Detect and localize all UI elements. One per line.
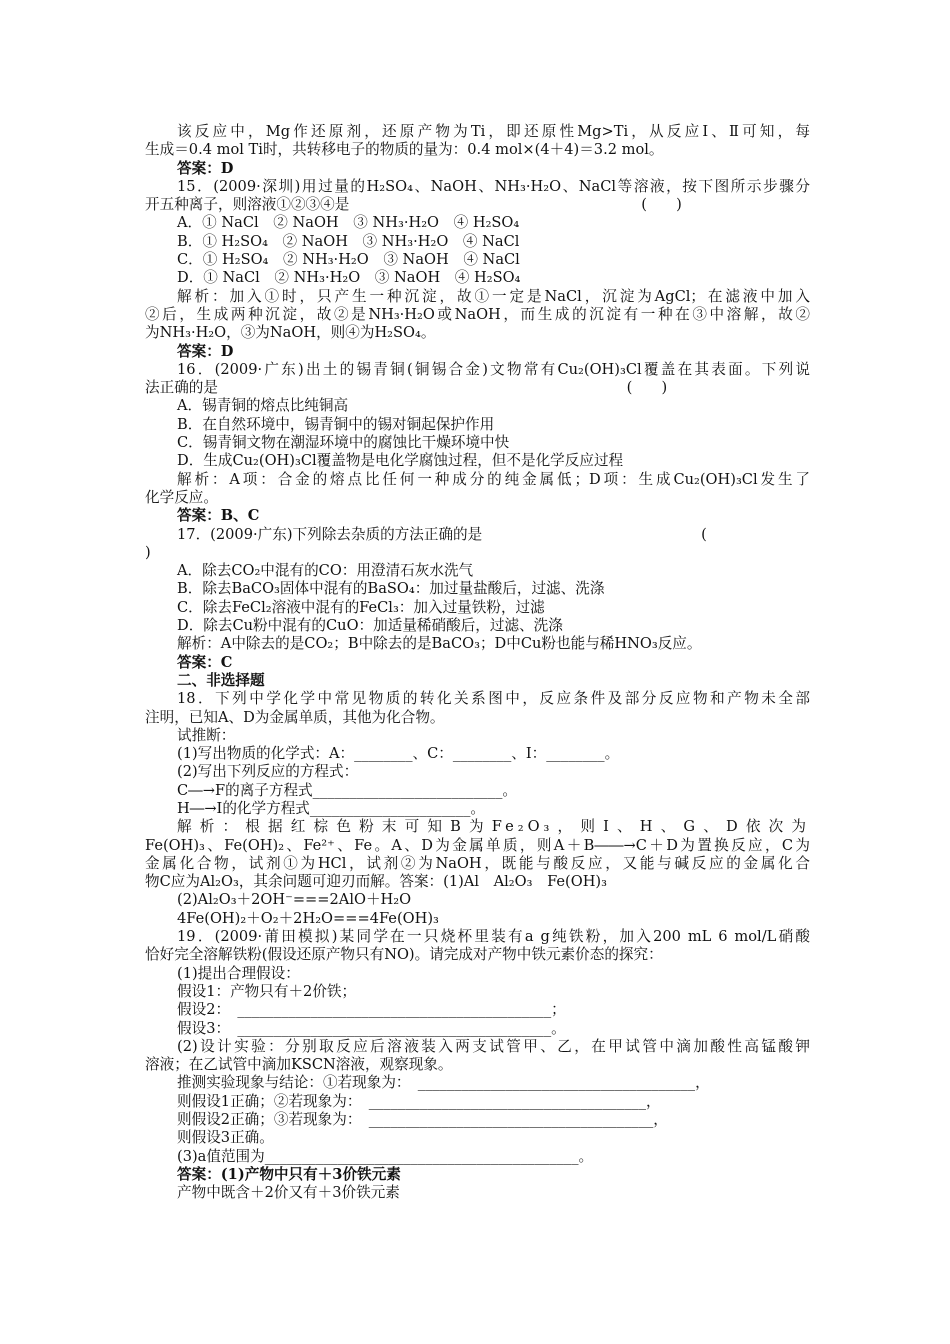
text-line: B．在自然环境中，锡青铜中的锡对铜起保护作用 xyxy=(177,415,495,433)
text-line: 解析：根据红棕色粉末可知B为Fe₂O₃，则I、H、G、D依次为 xyxy=(177,818,810,836)
text-line: D．① NaCl ② NH₃·H₂O ③ NaOH ④ H₂SO₄ xyxy=(177,269,521,287)
text-line: 金属化合物，试剂①为HCl，试剂②为NaOH，既能与酸反应，又能与碱反应的金属化合 xyxy=(145,854,810,872)
text-line: 化学反应。 xyxy=(145,488,218,506)
text-line: 解析：加入①时，只产生一种沉淀，故①一定是NaCl，沉淀为AgCl；在滤液中加入 xyxy=(177,287,810,305)
text-line: 答案：C xyxy=(177,653,233,671)
text-line: A．除去CO₂中混有的CO：用澄清石灰水洗气 xyxy=(177,562,474,580)
text-line: 答案：D xyxy=(177,159,234,177)
text-line: D．除去Cu粉中混有的CuO：加适量稀硝酸后，过滤、洗涤 xyxy=(177,617,563,635)
text-line: (2)设计实验：分别取反应后溶液装入两支试管甲、乙，在甲试管中滴加酸性高锰酸钾 xyxy=(177,1037,810,1055)
text-line: 溶液；在乙试管中滴加KSCN溶液，观察现象。 xyxy=(145,1056,453,1074)
text-line: 则假设3正确。 xyxy=(177,1129,274,1147)
text-line: (2)Al₂O₃＋2OH⁻===2AlO＋H₂O xyxy=(177,891,412,909)
text-line: H―→I的化学方程式______________________。 xyxy=(177,799,486,817)
text-line: 物C应为Al₂O₃，其余问题可迎刃而解。答案：(1)Al Al₂O₃ Fe(OH)₃ xyxy=(145,873,607,891)
text-line: 18．下列中学化学中常见物质的转化关系图中，反应条件及部分反应物和产物未全部 xyxy=(177,690,810,708)
text-line: 则假设2正确；③若现象为： _______________________________________， xyxy=(177,1111,668,1129)
text-line: 答案：D xyxy=(177,342,234,360)
text-line: 答案：B、C xyxy=(177,507,260,525)
text-line: C．除去FeCl₂溶液中混有的FeCl₃：加入过量铁粉，过滤 xyxy=(177,598,545,616)
text-line: 推测实验现象与结论：①若现象为： ______________________________________， xyxy=(177,1074,710,1092)
text-line: 法正确的是 ( ) xyxy=(145,379,668,397)
text-line: 二、非选择题 xyxy=(177,671,265,689)
text-line: 答案：(1)产物中只有＋3价铁元素 xyxy=(177,1165,401,1183)
text-line: (1)提出合理假设： xyxy=(177,964,300,982)
text-line: 为NH₃·H₂O，③为NaOH，则④为H₂SO₄。 xyxy=(145,324,436,342)
text-line: 19．(2009·莆田模拟)某同学在一只烧杯里装有a g纯铁粉，加入200 mL 6 mol/L硝酸 xyxy=(177,928,810,946)
text-line: B．除去BaCO₃固体中混有的BaSO₄：加过量盐酸后，过滤、洗涤 xyxy=(177,580,605,598)
text-line: 注明，已知A、D为金属单质，其他为化合物。 xyxy=(145,708,445,726)
text-line: (3)a值范围为___________________________________________。 xyxy=(177,1147,594,1165)
text-line: 恰好完全溶解铁粉(假设还原产物只有NO)。请完成对产物中铁元素价态的探究： xyxy=(145,946,663,964)
text-line: 试推断： xyxy=(177,726,236,744)
text-line: (2)写出下列反应的方程式： xyxy=(177,763,359,781)
text-line: A．① NaCl ② NaOH ③ NH₃·H₂O ④ H₂SO₄ xyxy=(177,214,520,232)
text-line: C．① H₂SO₄ ② NH₃·H₂O ③ NaOH ④ NaCl xyxy=(177,251,520,269)
text-line: 4Fe(OH)₂＋O₂＋2H₂O===4Fe(OH)₃ xyxy=(177,909,439,927)
text-line: 则假设1正确；②若现象为： ______________________________________， xyxy=(177,1092,661,1110)
text-line: 生成＝0.4 mol Ti时，共转移电子的物质的量为：0.4 mol×(4＋4)＝3.2 mol。 xyxy=(145,141,664,159)
text-line: 17．(2009·广东)下列除去杂质的方法正确的是 ( xyxy=(177,525,707,543)
text-line: C．锡青铜文物在潮湿环境中的腐蚀比干燥环境中快 xyxy=(177,434,510,452)
text-line: D．生成Cu₂(OH)₃Cl覆盖物是电化学腐蚀过程，但不是化学反应过程 xyxy=(177,452,624,470)
text-line: Fe(OH)₃、Fe(OH)₂、Fe²⁺、Fe。A、D为金属单质，则A＋B――→C＋D为置换反应，C为 xyxy=(145,836,810,854)
text-line: B．① H₂SO₄ ② NaOH ③ NH₃·H₂O ④ NaCl xyxy=(177,232,520,250)
text-line: ) xyxy=(145,543,151,561)
text-line: C―→F的离子方程式__________________________。 xyxy=(177,781,517,799)
text-line: 假设3： ___________________________________________。 xyxy=(177,1019,566,1037)
text-line: 解析：A项：合金的熔点比任何一种成分的纯金属低；D项：生成Cu₂(OH)₃Cl发生了 xyxy=(177,470,810,488)
text-line: 假设1：产物只有＋2价铁； xyxy=(177,982,357,1000)
text-line: ②后，生成两种沉淀，故②是NH₃·H₂O或NaOH，而生成的沉淀有一种在③中溶解，故② xyxy=(145,305,810,323)
text-line: 15．(2009·深圳)用过量的H₂SO₄、NaOH、NH₃·H₂O、NaCl等溶液，按下图所示步骤分 xyxy=(177,177,810,195)
text-line: 假设2： ___________________________________________； xyxy=(177,1001,566,1019)
text-line: 产物中既含＋2价又有＋3价铁元素 xyxy=(177,1184,400,1202)
text-line: (1)写出物质的化学式：A：________、C：________、I：________。 xyxy=(177,745,620,763)
text-line: 该反应中，Mg作还原剂，还原产物为Ti，即还原性Mg>Ti，从反应Ⅰ、Ⅱ可知，每 xyxy=(177,123,810,140)
text-line: 解析：A中除去的是CO₂；B中除去的是BaCO₃；D中Cu粉也能与稀HNO₃反应。 xyxy=(177,635,702,653)
text-line: 开五种离子，则溶液①②③④是 ( ) xyxy=(145,196,682,214)
text-line: 16．(2009·广东)出土的锡青铜(铜锡合金)文物常有Cu₂(OH)₃Cl覆盖在其表面。下列说 xyxy=(177,360,810,378)
text-line: A．锡青铜的熔点比纯铜高 xyxy=(177,397,349,415)
document-page xyxy=(145,123,810,1203)
